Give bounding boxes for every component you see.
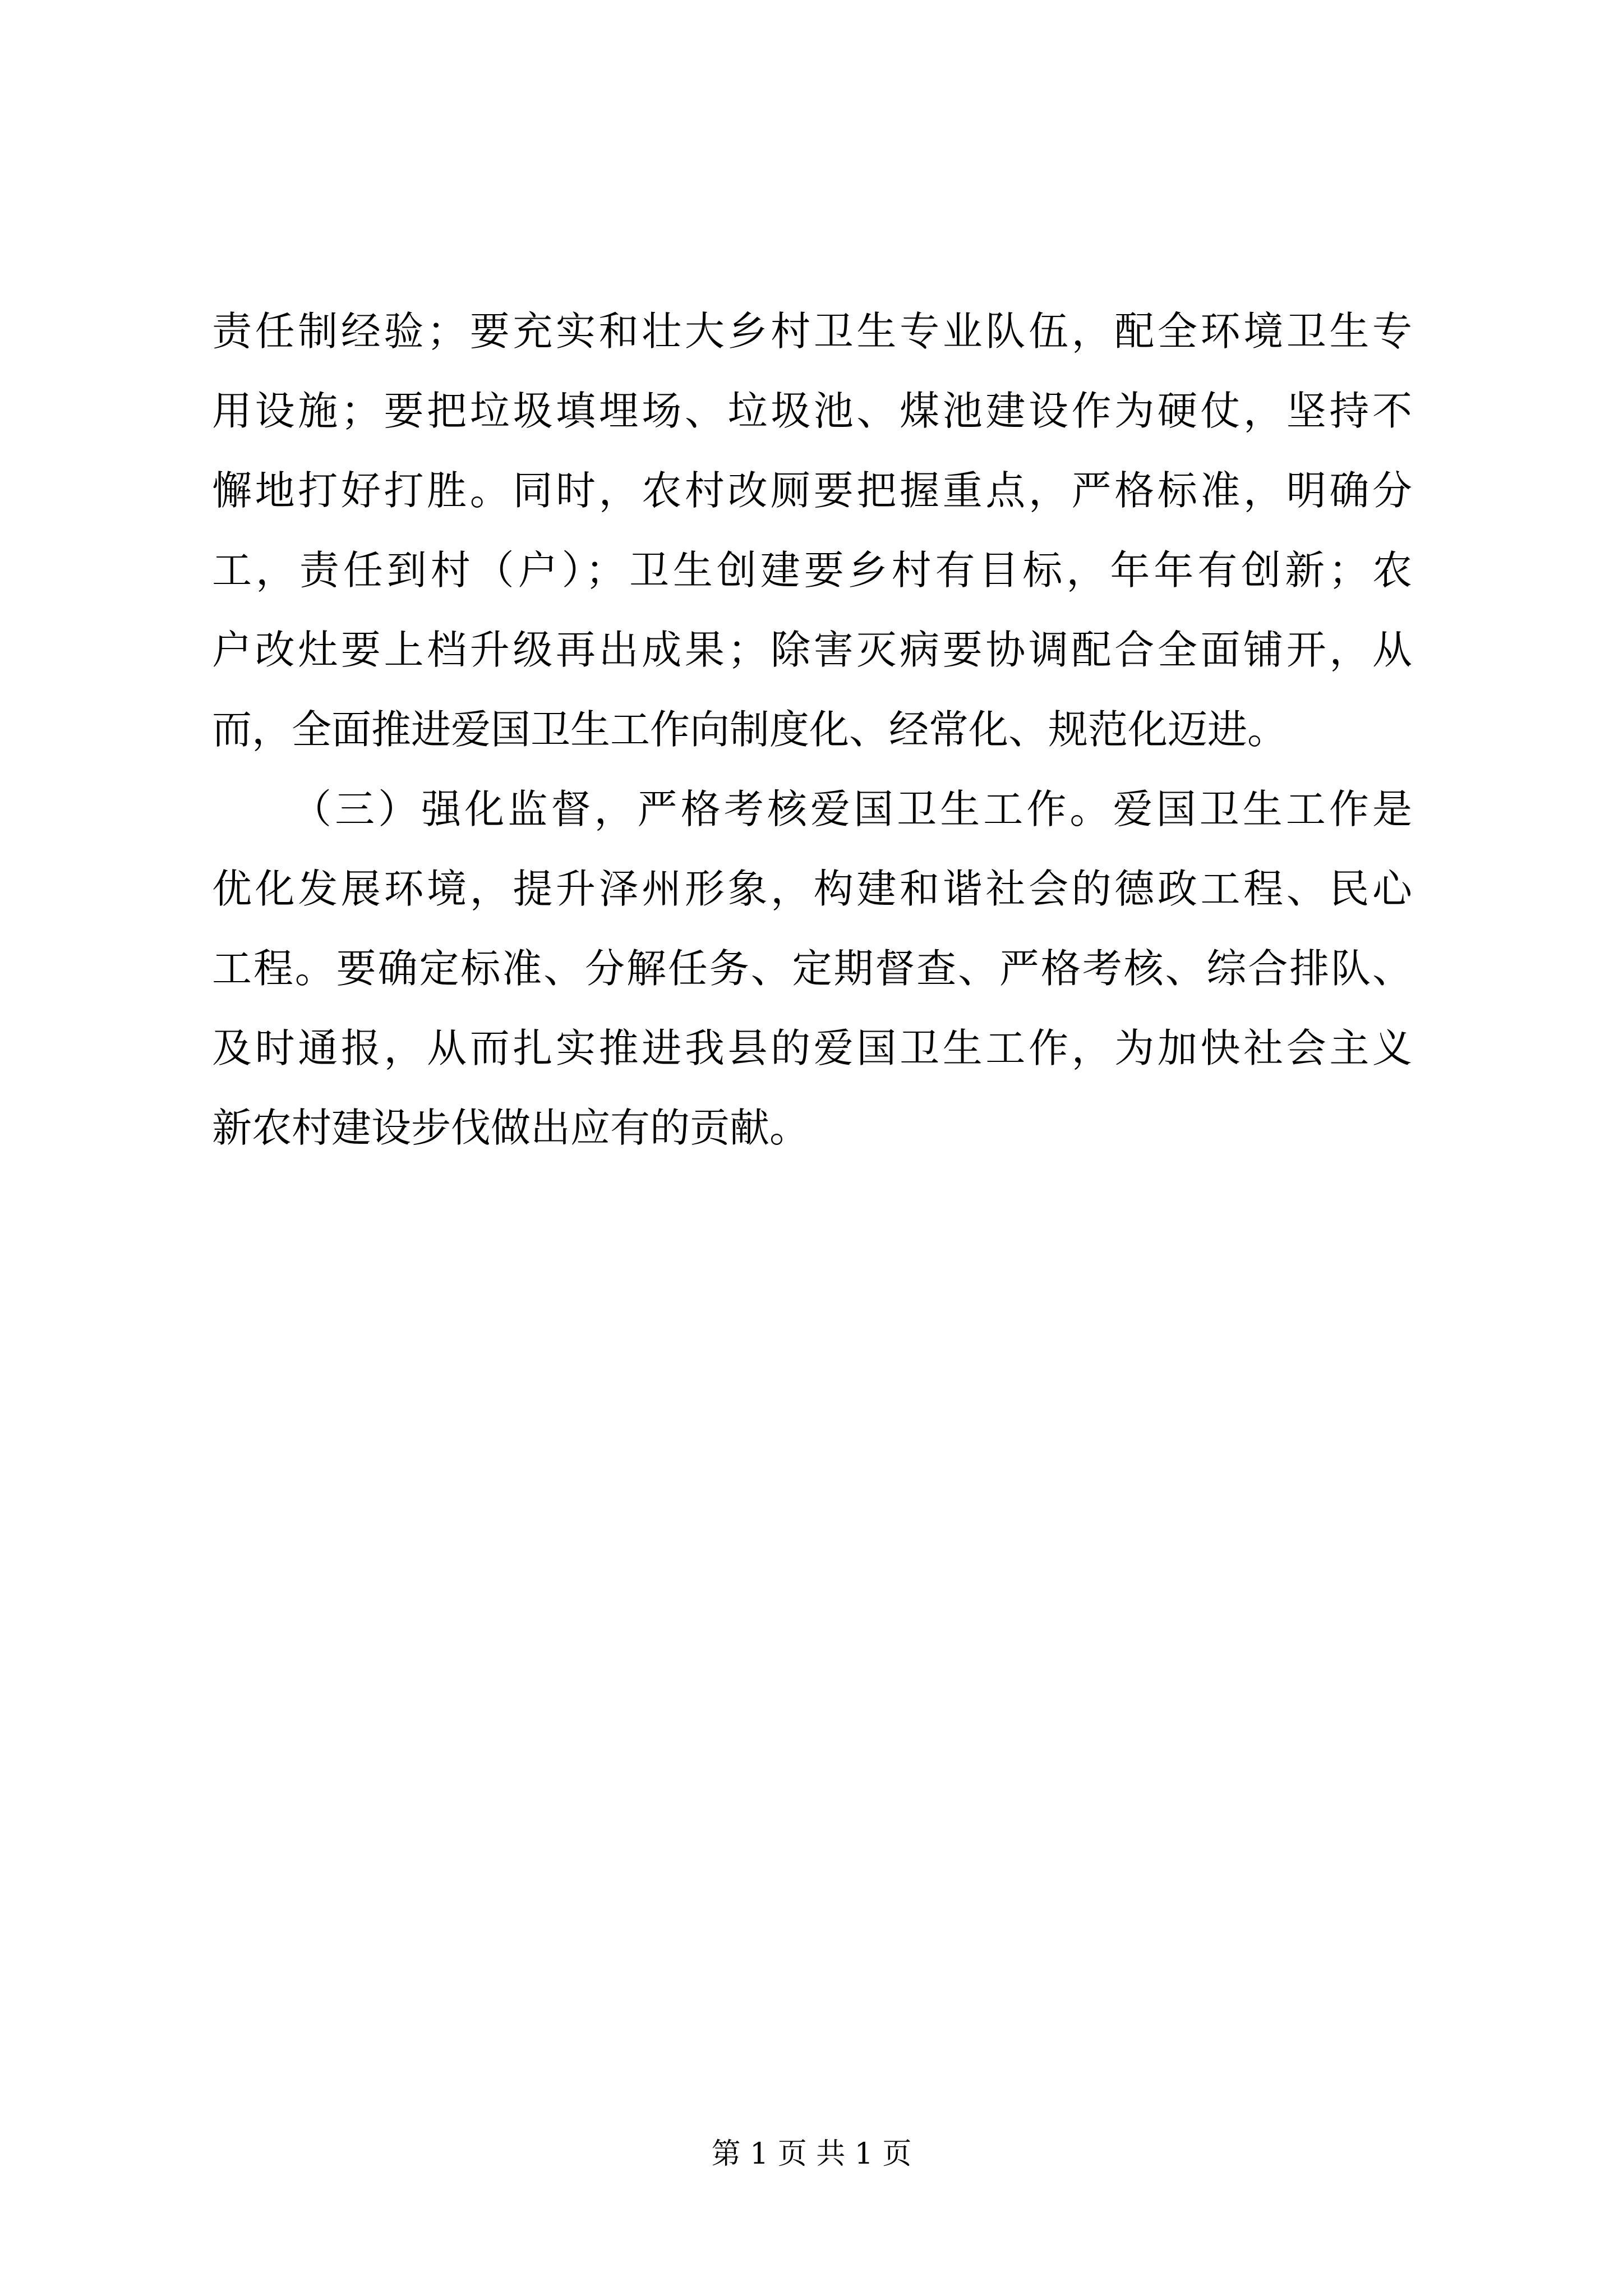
- text-line: 及时通报，从而扎实推进我县的爱国卫生工作，为加快社会主义: [212, 1025, 1412, 1071]
- paragraph-2: [212, 770, 1412, 1168]
- text-line: 懈地打好打胜。同时，农村改厕要把握重点，严格标准，明确分: [212, 467, 1412, 514]
- text-line: 责任制经验；要充实和壮大乡村卫生专业队伍，配全环境卫生专: [212, 308, 1412, 355]
- paragraph-1: [212, 292, 1412, 770]
- text-line: （三）强化监督，严格考核爱国卫生工作。爱国卫生工作是: [292, 786, 1412, 832]
- text-line: 优化发展环境，提升泽州形象，构建和谐社会的德政工程、民心: [212, 866, 1412, 912]
- document-body: [212, 292, 1412, 1168]
- text-line: 户改灶要上档升级再出成果；除害灭病要协调配合全面铺开，从: [212, 627, 1412, 673]
- text-line: 用设施；要把垃圾填埋场、垃圾池、煤池建设作为硬仗，坚持不: [212, 388, 1412, 434]
- text-line: 工，责任到村（户）；卫生创建要乡村有目标，年年有创新；农: [212, 547, 1412, 593]
- text-line: 而，全面推进爱国卫生工作向制度化、经常化、规范化迈进。: [212, 706, 1288, 753]
- page-number-footer: 第 1 页 共 1 页: [711, 2137, 912, 2171]
- text-line: 工程。要确定标准、分解任务、定期督查、严格考核、综合排队、: [212, 945, 1412, 992]
- text-line: 新农村建设步伐做出应有的贡献。: [212, 1105, 810, 1151]
